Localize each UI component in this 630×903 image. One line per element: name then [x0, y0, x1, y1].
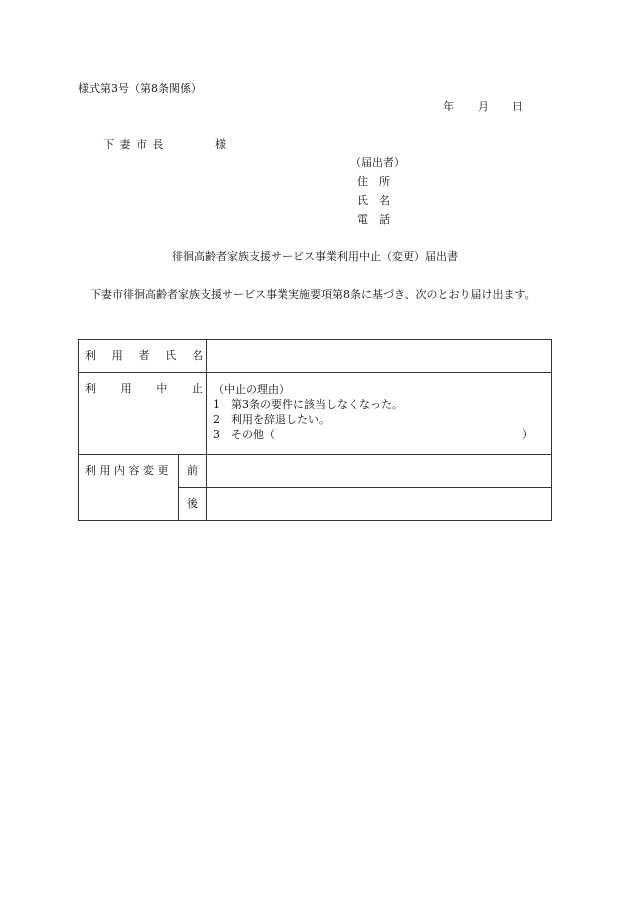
discontinue-char: 止 — [191, 382, 203, 395]
reason-item[interactable]: 3 その他（ — [213, 428, 275, 441]
change-label-cell — [79, 455, 179, 521]
date-year-label: 年 — [443, 100, 454, 113]
after-label-cell — [179, 488, 207, 521]
user-name-input-cell[interactable] — [207, 340, 552, 373]
change-label: 利 用 内 容 変 更 — [85, 464, 169, 477]
before-label: 前 — [187, 464, 198, 477]
applicant-heading: （届出者） — [350, 156, 405, 169]
applicant-phone-label: 電 話 — [357, 213, 390, 226]
user-name-char: 氏 — [165, 349, 177, 362]
discontinue-label-cell — [79, 373, 207, 455]
reason-item[interactable]: 2 利用を辞退したい。 — [213, 413, 330, 426]
discontinue-char: 中 — [156, 382, 168, 395]
user-name-char: 名 — [192, 349, 203, 362]
after-label: 後 — [187, 497, 198, 510]
before-input-cell[interactable] — [207, 455, 552, 488]
date-day-label: 日 — [512, 100, 523, 113]
form-number: 様式第3号（第8条関係） — [78, 82, 202, 95]
before-label-cell — [179, 455, 207, 488]
form-table — [78, 339, 552, 521]
date-month-label: 月 — [478, 100, 489, 113]
user-name-label-cell — [79, 340, 207, 373]
after-input-cell[interactable] — [207, 488, 552, 521]
document-title: 徘徊高齢者家族支援サービス事業利用中止（変更）届出書 — [172, 250, 458, 263]
user-name-char: 者 — [138, 349, 150, 362]
applicant-address-label: 住 所 — [357, 175, 390, 188]
addressee-honorific: 様 — [215, 138, 226, 151]
addressee-name: 下 妻 市 長 — [103, 138, 164, 151]
user-name-char: 利 — [85, 349, 96, 362]
reason-item[interactable]: 1 第3条の要件に該当しなくなった。 — [213, 398, 403, 411]
reasons-heading: （中止の理由） — [213, 383, 290, 396]
body-text: 下妻市徘徊高齢者家族支援サービス事業実施要項第8条に基づき、次のとおり届け出ます。 — [90, 288, 536, 301]
discontinue-reasons-cell — [207, 373, 552, 455]
discontinue-char: 利 — [85, 382, 96, 395]
user-name-char: 用 — [111, 349, 123, 362]
discontinue-char: 用 — [120, 382, 132, 395]
reason-other-close: ） — [522, 428, 533, 441]
applicant-name-label: 氏 名 — [357, 194, 390, 207]
